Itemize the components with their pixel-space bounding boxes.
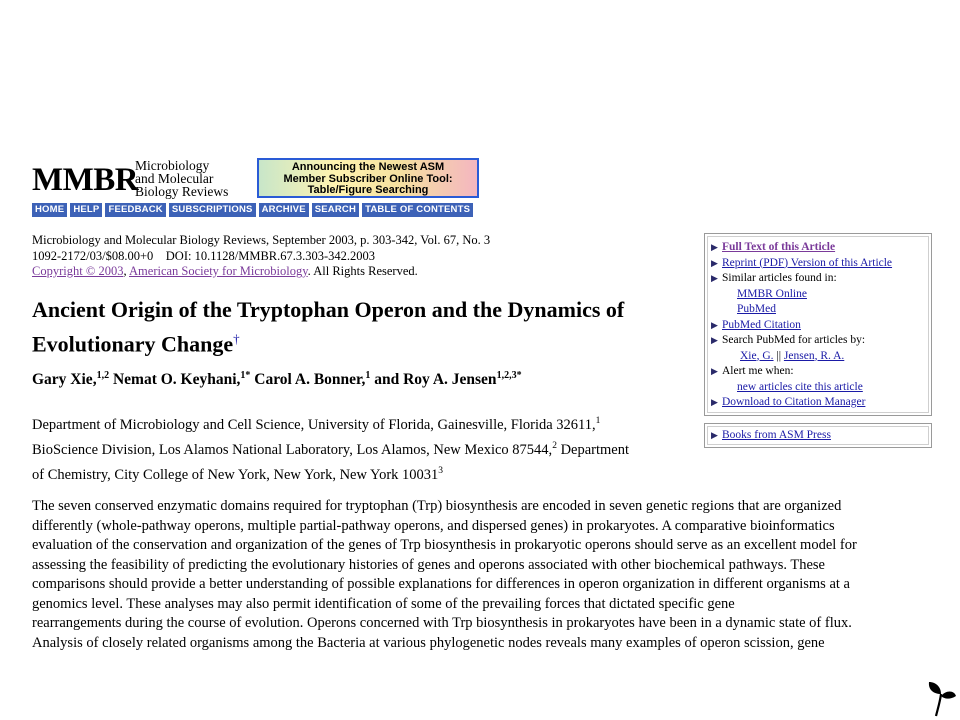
author-name: Nemat O. Keyhani, bbox=[109, 371, 241, 389]
nav-toc-button[interactable]: TABLE OF CONTENTS bbox=[362, 203, 473, 217]
books-box bbox=[704, 423, 932, 449]
sidebar-item-download bbox=[711, 395, 926, 411]
title-line bbox=[32, 324, 697, 358]
title-line: Ancient Origin of the Tryptophan Operon and the Dynamics of bbox=[32, 297, 625, 322]
abstract-line: rearrangements during the course of evolution. Operons concerned with Trp biosynthesis in prokaryotes have been in a dynamic state of flux. bbox=[32, 615, 852, 631]
title-footnote-link[interactable]: † bbox=[233, 331, 240, 346]
rights-text: . All Rights Reserved. bbox=[307, 264, 418, 278]
similar-pubmed-row bbox=[711, 302, 926, 318]
citation-separator: , bbox=[123, 264, 130, 278]
nav-home-button[interactable]: HOME bbox=[32, 203, 67, 217]
affiliation-mark: 3 bbox=[438, 465, 444, 476]
affiliation-line bbox=[32, 411, 702, 436]
similar-mmbr-row bbox=[711, 287, 926, 303]
citation-manager-link[interactable]: Download to Citation Manager bbox=[722, 396, 866, 408]
nav-search-button[interactable]: SEARCH bbox=[312, 203, 359, 217]
triangle-right-icon: ▶ bbox=[711, 335, 718, 345]
affiliation-text: Department of Microbiology and Cell Science, University of Florida, Gainesville, Florida 32611, bbox=[32, 416, 596, 433]
abstract bbox=[32, 497, 932, 653]
similar-articles-label: Similar articles found in: bbox=[722, 272, 837, 284]
triangle-right-icon: ▶ bbox=[711, 242, 718, 252]
citation-copyright-line bbox=[32, 264, 490, 280]
sidebar-item-alert bbox=[711, 364, 926, 380]
article-title bbox=[32, 295, 697, 358]
affiliation-text: BioScience Division, Los Alamos National Laboratory, Los Alamos, New Mexico 87544, bbox=[32, 441, 553, 458]
alert-link-row bbox=[711, 380, 926, 396]
similar-mmbr-link[interactable]: MMBR Online bbox=[737, 287, 807, 300]
announcement-banner[interactable] bbox=[257, 158, 479, 198]
nav-subscriptions-button[interactable]: SUBSCRIPTIONS bbox=[169, 203, 256, 217]
abstract-line: evaluation of the conservation and organization of the genes of Trp biosynthesis in prokaryotic operons should serve as an excellent model for bbox=[32, 537, 857, 553]
announcement-line: Table/Figure Searching bbox=[307, 184, 429, 196]
abstract-line: The seven conserved enzymatic domains required for tryptophan (Trp) biosynthesis are encoded in seven genetic regions that are organized bbox=[32, 498, 842, 514]
citation-block bbox=[32, 233, 490, 280]
triangle-right-icon: ▶ bbox=[711, 273, 718, 283]
pubmed-citation-link[interactable]: PubMed Citation bbox=[722, 318, 801, 331]
journal-name-line: Biology Reviews bbox=[135, 184, 229, 199]
journal-name-line: and Molecular bbox=[135, 171, 214, 186]
society-link[interactable]: American Society for Microbiology bbox=[129, 264, 308, 278]
sidebar-item-reprint bbox=[711, 256, 926, 272]
nav-help-button[interactable]: HELP bbox=[70, 203, 102, 217]
similar-pubmed-link[interactable]: PubMed bbox=[737, 303, 776, 315]
abstract-line: differently (whole-pathway operons, multiple partial-pathway operons, and dispersed genes) in prokaryotes. A comparative bioinformatics bbox=[32, 517, 835, 534]
triangle-right-icon: ▶ bbox=[711, 257, 718, 268]
author-affiliation-mark: 1,2 bbox=[96, 370, 110, 381]
citation-alert-link[interactable]: new articles cite this article bbox=[737, 380, 863, 393]
masthead bbox=[32, 158, 492, 200]
author-name: Carol A. Bonner, bbox=[250, 371, 366, 389]
abstract-line: comparisons should provide a better understanding of possible explanations for differences in operon organization in different organisms at a bbox=[32, 576, 850, 592]
books-asm-press-link[interactable]: Books from ASM Press bbox=[722, 428, 831, 441]
alert-label: Alert me when: bbox=[722, 365, 794, 377]
citation-journal-line: Microbiology and Molecular Biology Reviews, September 2003, p. 303-342, Vol. 67, No. 3 bbox=[32, 233, 491, 247]
author-list bbox=[32, 370, 522, 389]
affiliation-text: Department bbox=[556, 441, 630, 458]
reprint-pdf-link[interactable]: Reprint (PDF) Version of this Article bbox=[722, 256, 893, 269]
journal-name-line: Microbiology bbox=[135, 158, 210, 173]
triangle-right-icon: ▶ bbox=[711, 429, 718, 440]
author-search-link-jensen[interactable]: Jensen, R. A. bbox=[783, 349, 845, 362]
citation-doi-line: 1092-2172/03/$08.00+0 DOI: 10.1128/MMBR.67.3.303-342.2003 bbox=[32, 248, 376, 263]
affiliation-mark: 2 bbox=[552, 440, 557, 451]
triangle-right-icon: ▶ bbox=[711, 366, 718, 376]
affiliation-mark: 1 bbox=[595, 416, 601, 426]
nav-feedback-button[interactable]: FEEDBACK bbox=[105, 203, 165, 217]
abstract-line: assessing the feasibility of predicting the evolutionary histories of genes and operons associated with other biochemical pathways. These bbox=[32, 556, 825, 573]
title-line-text: Evolutionary Change bbox=[32, 331, 234, 357]
abstract-line: Analysis of closely related organisms among the Bacteria at various phylogenetic nodes reveals many examples of operon scission, gene bbox=[32, 634, 825, 651]
author-affiliation-mark: 1,2,3* bbox=[496, 370, 522, 381]
announcement-line: Announcing the Newest ASM bbox=[291, 161, 445, 173]
triangle-right-icon: ▶ bbox=[711, 397, 718, 407]
sidebar-item-pubmed-citation bbox=[711, 318, 926, 334]
nav-bar bbox=[32, 203, 473, 217]
author-name: and Roy A. Jensen bbox=[370, 371, 497, 389]
nav-archive-button[interactable]: ARCHIVE bbox=[259, 203, 309, 217]
affiliation-text: of Chemistry, City College of New York, New York, New York 10031 bbox=[32, 466, 439, 483]
journal-logo[interactable]: MMBR bbox=[32, 162, 139, 198]
article-tools-sidebar bbox=[704, 233, 932, 448]
affiliation-line bbox=[32, 461, 702, 486]
author-separator: || bbox=[773, 349, 784, 362]
author-affiliation-mark: 1* bbox=[240, 370, 251, 381]
affiliation-line bbox=[32, 436, 702, 461]
sidebar-item-similar bbox=[711, 271, 926, 287]
sidebar-item-full-text bbox=[711, 240, 926, 256]
search-pubmed-label: Search PubMed for articles by: bbox=[722, 334, 866, 346]
article-tools-box bbox=[704, 233, 932, 416]
author-search-link-xie[interactable]: Xie, G. bbox=[740, 349, 774, 362]
announcement-line: Member Subscriber Online Tool: bbox=[283, 172, 453, 185]
journal-name bbox=[135, 159, 255, 198]
abstract-line: genomics level. These analyses may also permit identification of some of the prevailing forces that dictated specific gene bbox=[32, 595, 735, 612]
full-text-link[interactable]: Full Text of this Article bbox=[722, 241, 836, 253]
author-name: Gary Xie, bbox=[32, 371, 97, 389]
triangle-right-icon: ▶ bbox=[711, 319, 718, 330]
sidebar-item-search-pubmed bbox=[711, 333, 926, 349]
author-search-row bbox=[711, 349, 926, 365]
copyright-link[interactable]: Copyright © 2003 bbox=[32, 264, 124, 278]
sidebar-item-books bbox=[711, 428, 926, 444]
sprout-logo-icon bbox=[924, 678, 958, 718]
author-affiliation-mark: 1 bbox=[365, 370, 371, 381]
affiliations bbox=[32, 411, 702, 485]
